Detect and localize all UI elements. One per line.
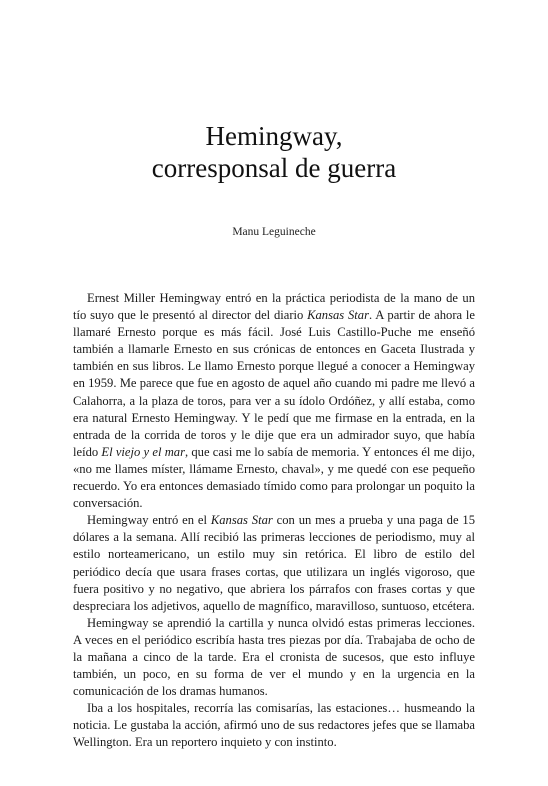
paragraph-text: Iba a los hospitales, recorría las comisarías, las estaciones… husmeando la noticia. Le gustaba la acción, afirmó uno de sus redactores jefes que se llamaba Wellington. Era un reportero inquieto y con instinto. — [73, 701, 475, 750]
paragraph-text: Hemingway se aprendió la cartilla y nunca olvidó estas primeras lecciones. A veces en el periódico escribía hasta tres piezas por día. Trabajaba de ocho de la mañana a cinco de la tarde. Era el cronista de sucesos, que esto influye también, un poco, en su forma de ver el mundo y en la urgencia en la comunicación de los dramas humanos. — [73, 615, 475, 699]
article-title-line-2: corresponsal de guerra — [151, 153, 397, 183]
paragraph-text: . A partir de ahora le llamaré Ernesto porque es más fácil. José Luis Castillo-Puche me enseñó también a llamarle Ernesto en sus crónicas de entonces en Gaceta Ilustrada y también en sus libros. Le llamo Ernesto porque llegué a conocer a Hemingway en 1959. Me parece que fue en agosto de aquel año cuando mi padre me llevó a Calahorra, a la plaza de toros, para ver a su ídolo Ordóñez, y allí estaba, como era natural Ernesto Hemingway. Y le pedí que me firmase en la entrada, en la entrada de la corrida de toros y le dije que era un admirador suyo, que había leído — [73, 308, 475, 459]
newspaper-title: Kansas Star — [210, 513, 273, 528]
paragraph-text: con un mes a prueba y una paga de 15 dólares a la semana. Allí recibió las primeras lecciones de periodismo, muy al estilo norteamericano, un estilo muy sin retórica. El libro de estilo del periódico decía que usara frases cortas, que utilizara un inglés vigoroso, que fuera positivo y no negativo, que abriera los párrafos con frases cortas y que despreciara los adjetivos, aquello de magnífico, maravilloso, suntuoso, etcétera. — [73, 513, 476, 613]
article-body — [73, 290, 475, 752]
paragraph-3 — [73, 615, 475, 700]
paragraph-2 — [73, 512, 475, 615]
paragraph-text: Ernest Miller Hemingway entró en la práctica periodista de la mano de un tío suyo que le presentó al director del diario — [73, 291, 475, 323]
article-author: Manu Leguineche — [232, 226, 316, 238]
paragraph-text: Hemingway entró en el — [87, 513, 211, 528]
paragraph-text: , que casi me lo sabía de memoria. Y entonces él me dijo, «no me llames míster, llámame Ernesto, chaval», y me quedé con ese pequeño recuerdo. Yo era entonces demasiado tímido como para prolongar un poquito la conversación. — [73, 444, 475, 511]
article-title — [0, 120, 548, 184]
paragraph-4 — [73, 700, 475, 751]
book-title: El viejo y el mar — [101, 444, 185, 459]
newspaper-title: Kansas Star — [307, 308, 369, 323]
article-title-line-1: Hemingway, — [205, 121, 343, 151]
paragraph-1 — [73, 290, 475, 512]
